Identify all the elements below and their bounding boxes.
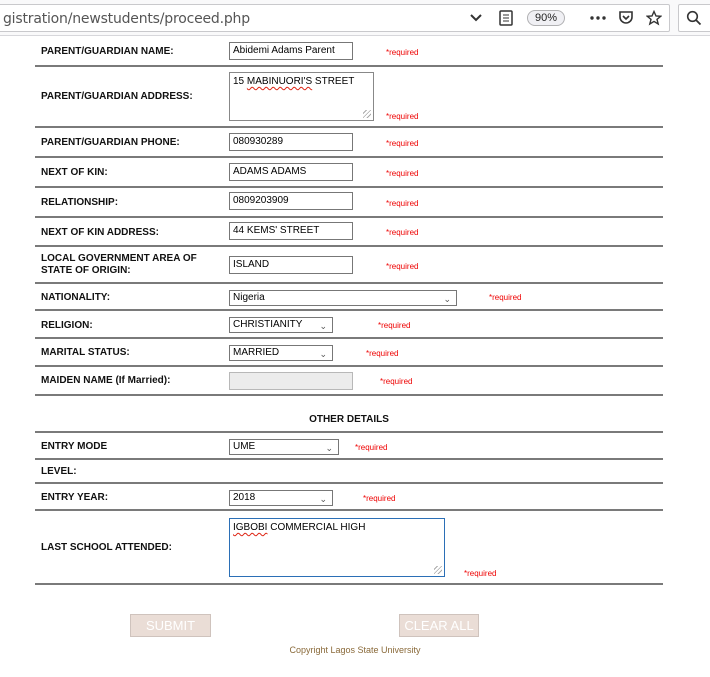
pocket-icon[interactable] (615, 8, 637, 28)
required-marker: *required (386, 112, 419, 121)
parent-name-row (35, 36, 663, 67)
search-icon (683, 8, 705, 28)
required-marker: *required (363, 494, 396, 503)
maiden-name-label: MAIDEN NAME (If Married): (41, 375, 171, 386)
parent-phone-row (35, 128, 663, 158)
marital-status-value: MARRIED (233, 347, 280, 358)
kin-address-input[interactable]: 44 KEMS' STREET (229, 222, 353, 240)
last-school-text-misspelled: IGBOBI (233, 522, 268, 533)
religion-select[interactable] (229, 317, 333, 333)
required-marker: *required (386, 228, 419, 237)
religion-value: CHRISTIANITY (233, 319, 303, 330)
address-text: 15 (233, 76, 247, 87)
required-marker: *required (386, 139, 419, 148)
parent-address-row (35, 67, 663, 128)
copyright-text: Copyright Lagos State University (289, 645, 421, 655)
chevron-down-icon[interactable] (465, 8, 487, 28)
search-box[interactable] (678, 4, 710, 32)
entry-mode-select[interactable] (229, 439, 339, 455)
chevron-down-icon: ⌄ (319, 321, 327, 331)
nationality-value: Nigeria (233, 292, 265, 303)
required-marker: *required (366, 349, 399, 358)
other-details-heading: OTHER DETAILS (309, 414, 389, 425)
zoom-level-badge[interactable]: 90% (527, 10, 565, 26)
parent-name-label: PARENT/GUARDIAN NAME: (41, 46, 174, 57)
entry-year-select[interactable] (229, 490, 333, 506)
chevron-down-icon: ⌄ (325, 443, 333, 453)
entry-year-row (35, 484, 663, 511)
last-school-row (35, 511, 663, 585)
religion-label: RELIGION: (41, 320, 93, 331)
url-text: gistration/newstudents/proceed.php (3, 11, 250, 27)
last-school-label: LAST SCHOOL ATTENDED: (41, 542, 172, 553)
address-bar[interactable] (0, 4, 670, 32)
nationality-label: NATIONALITY: (41, 292, 111, 303)
next-of-kin-row (35, 158, 663, 188)
kin-address-row (35, 218, 663, 247)
level-label: LEVEL: (41, 466, 77, 477)
level-row (35, 460, 663, 484)
next-of-kin-input[interactable]: ADAMS ADAMS (229, 163, 353, 181)
nationality-select[interactable] (229, 290, 457, 306)
marital-status-row (35, 339, 663, 367)
parent-phone-input[interactable]: 080930289 (229, 133, 353, 151)
required-marker: *required (489, 293, 522, 302)
nationality-row (35, 284, 663, 311)
bookmark-star-icon[interactable] (643, 8, 665, 28)
last-school-text: COMMERCIAL HIGH (267, 522, 366, 533)
maiden-name-input[interactable] (229, 372, 353, 390)
required-marker: *required (355, 443, 388, 452)
chevron-down-icon: ⌄ (319, 349, 327, 359)
resize-grip-icon[interactable] (363, 110, 371, 118)
chevron-down-icon: ⌄ (319, 494, 327, 504)
lga-label-line2: STATE OF ORIGIN: (41, 265, 131, 276)
lga-label (41, 253, 197, 277)
entry-year-label: ENTRY YEAR: (41, 492, 109, 503)
clear-all-button[interactable]: CLEAR ALL (399, 614, 479, 637)
required-marker: *required (386, 199, 419, 208)
parent-address-textarea[interactable] (229, 72, 374, 121)
chevron-down-icon: ⌄ (443, 294, 451, 304)
entry-mode-label: ENTRY MODE (41, 441, 108, 452)
relationship-row (35, 188, 663, 218)
last-school-textarea[interactable] (229, 518, 445, 577)
other-details-row (35, 396, 663, 433)
lga-row (35, 247, 663, 284)
required-marker: *required (380, 377, 413, 386)
parent-name-input[interactable]: Abidemi Adams Parent (229, 42, 353, 60)
religion-row (35, 311, 663, 339)
relationship-label: RELATIONSHIP: (41, 197, 119, 208)
browser-toolbar (0, 0, 710, 36)
parent-phone-label: PARENT/GUARDIAN PHONE: (41, 137, 180, 148)
resize-grip-icon[interactable] (434, 566, 442, 574)
marital-status-label: MARITAL STATUS: (41, 347, 130, 358)
entry-mode-row (35, 433, 663, 460)
required-marker: *required (464, 569, 497, 578)
address-text-suffix: STREET (312, 76, 355, 87)
required-marker: *required (378, 321, 411, 330)
relationship-input[interactable]: 0809203909 (229, 192, 353, 210)
lga-input[interactable]: ISLAND (229, 256, 353, 274)
entry-mode-value: UME (233, 441, 256, 452)
maiden-name-row (35, 367, 663, 396)
reader-view-icon[interactable] (495, 8, 517, 28)
address-text-misspelled: MABINUORI'S (246, 76, 313, 87)
marital-status-select[interactable] (229, 345, 333, 361)
next-of-kin-label: NEXT OF KIN: (41, 167, 108, 178)
submit-button[interactable]: SUBMIT (130, 614, 211, 637)
parent-address-label: PARENT/GUARDIAN ADDRESS: (41, 91, 193, 102)
kin-address-label: NEXT OF KIN ADDRESS: (41, 227, 159, 238)
more-actions-icon[interactable] (587, 8, 609, 28)
required-marker: *required (386, 48, 419, 57)
required-marker: *required (386, 169, 419, 178)
required-marker: *required (386, 262, 419, 271)
lga-label-line1: LOCAL GOVERNMENT AREA OF (41, 253, 197, 264)
entry-year-value: 2018 (233, 492, 256, 503)
